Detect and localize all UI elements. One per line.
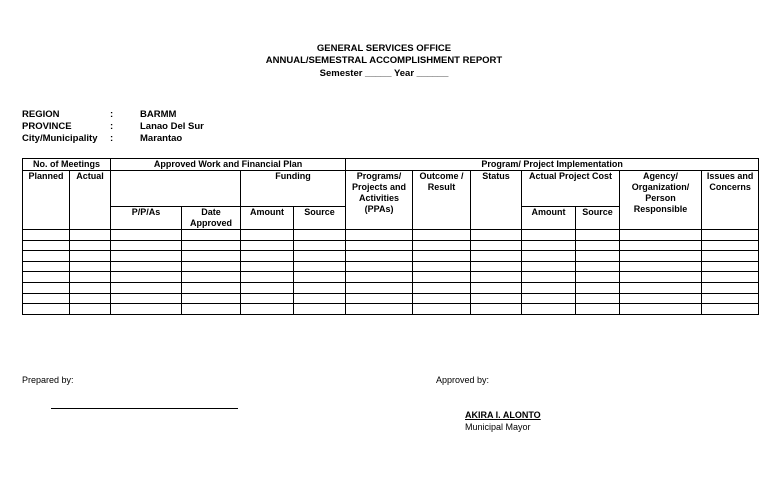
table-cell	[620, 251, 702, 262]
table-cell	[294, 282, 346, 293]
table-cell	[111, 293, 182, 304]
table-cell	[702, 240, 759, 251]
table-cell	[346, 261, 413, 272]
table-cell	[23, 304, 70, 315]
prepared-signature-line	[51, 408, 238, 409]
table-cell	[522, 240, 576, 251]
table-cell	[471, 230, 522, 241]
table-cell	[241, 293, 294, 304]
table-row	[23, 304, 759, 315]
table-cell	[346, 251, 413, 262]
table-cell	[522, 272, 576, 283]
table-cell	[620, 240, 702, 251]
table-cell	[70, 261, 111, 272]
table-cell	[620, 230, 702, 241]
info-value: BARMM	[140, 109, 177, 120]
table-cell	[294, 240, 346, 251]
table-cell	[576, 261, 620, 272]
col-planned: Planned	[23, 171, 70, 230]
table-cell	[702, 282, 759, 293]
table-cell	[413, 240, 471, 251]
table-cell	[702, 304, 759, 315]
table-cell	[346, 240, 413, 251]
table-cell	[522, 304, 576, 315]
table-cell	[182, 282, 241, 293]
table-cell	[23, 282, 70, 293]
group-meetings: No. of Meetings	[23, 159, 111, 171]
approved-by-label: Approved by:	[436, 375, 490, 385]
table-cell	[294, 230, 346, 241]
table-cell	[70, 230, 111, 241]
table-cell	[576, 282, 620, 293]
table-cell	[576, 293, 620, 304]
table-cell	[702, 261, 759, 272]
table-cell	[241, 282, 294, 293]
table-cell	[576, 240, 620, 251]
table-cell	[294, 272, 346, 283]
col-agency: Agency/ Organization/ Person Responsible	[620, 171, 702, 230]
table-cell	[522, 261, 576, 272]
col-funding-amount: Amount	[241, 207, 294, 230]
location-info	[22, 109, 204, 145]
table-cell	[576, 230, 620, 241]
col-actual-cost: Actual Project Cost	[522, 171, 620, 207]
table-cell	[413, 272, 471, 283]
table-cell	[522, 293, 576, 304]
table-cell	[23, 240, 70, 251]
table-cell	[413, 251, 471, 262]
info-label: REGION	[22, 109, 60, 120]
table-row	[23, 240, 759, 251]
info-value: Marantao	[140, 133, 183, 144]
table-cell	[111, 240, 182, 251]
table-cell	[702, 230, 759, 241]
table-cell	[241, 240, 294, 251]
table-row	[23, 272, 759, 283]
table-cell	[471, 293, 522, 304]
table-cell	[413, 304, 471, 315]
table-cell	[471, 240, 522, 251]
table-cell	[111, 251, 182, 262]
table-cell	[413, 230, 471, 241]
table-cell	[620, 272, 702, 283]
table-cell	[294, 261, 346, 272]
table-cell	[241, 304, 294, 315]
table-row	[23, 230, 759, 241]
table-cell	[576, 251, 620, 262]
info-municipality	[22, 133, 204, 145]
table-cell	[111, 272, 182, 283]
table-cell	[111, 261, 182, 272]
office-title: GENERAL SERVICES OFFICE	[316, 43, 452, 54]
col-funding: Funding	[241, 171, 346, 207]
table-cell	[111, 282, 182, 293]
table-cell	[346, 304, 413, 315]
prepared-by-label: Prepared by:	[22, 375, 74, 385]
table-cell	[620, 282, 702, 293]
col-status: Status	[471, 171, 522, 230]
table-cell	[413, 282, 471, 293]
table-cell	[471, 261, 522, 272]
table-cell	[70, 304, 111, 315]
table-cell	[70, 272, 111, 283]
table-cell	[620, 261, 702, 272]
table-cell	[346, 230, 413, 241]
table-cell	[182, 240, 241, 251]
col-ppas: Programs/ Projects and Activities (PPAs)	[346, 171, 413, 230]
table-cell	[23, 272, 70, 283]
table-cell	[70, 282, 111, 293]
table-cell	[241, 261, 294, 272]
table-cell	[346, 293, 413, 304]
table-cell	[70, 251, 111, 262]
table-cell	[522, 282, 576, 293]
info-separator: :	[110, 109, 114, 120]
table-cell	[182, 261, 241, 272]
table-cell	[23, 251, 70, 262]
table-cell	[413, 293, 471, 304]
table-cell	[70, 240, 111, 251]
table-cell	[23, 261, 70, 272]
report-title: ANNUAL/SEMESTRAL ACCOMPLISHMENT REPORT	[265, 55, 503, 66]
table-cell	[471, 251, 522, 262]
table-cell	[182, 251, 241, 262]
table-cell	[522, 230, 576, 241]
table-cell	[620, 293, 702, 304]
info-separator: :	[110, 121, 114, 132]
group-plan: Approved Work and Financial Plan	[111, 159, 346, 171]
table-cell	[471, 282, 522, 293]
table-cell	[294, 304, 346, 315]
table-cell	[576, 272, 620, 283]
table-cell	[23, 230, 70, 241]
table-cell	[346, 282, 413, 293]
period-line: Semester _____ Year ______	[319, 68, 449, 79]
table-cell	[576, 304, 620, 315]
col-funding-source: Source	[294, 207, 346, 230]
table-cell	[294, 293, 346, 304]
table-body	[23, 230, 759, 315]
col-cost-source: Source	[576, 207, 620, 230]
col-ppas-short: P/P/As	[111, 207, 182, 230]
table-cell	[182, 304, 241, 315]
accomplishment-table	[22, 158, 759, 315]
approver-name: AKIRA I. ALONTO	[465, 410, 541, 420]
table-cell	[702, 251, 759, 262]
table-cell	[471, 304, 522, 315]
table-cell	[23, 293, 70, 304]
info-region	[22, 109, 204, 121]
table-cell	[241, 230, 294, 241]
table-cell	[702, 272, 759, 283]
table-row	[23, 251, 759, 262]
col-actual: Actual	[70, 171, 111, 230]
info-label: City/Municipality	[22, 133, 98, 144]
plan-blank	[111, 171, 241, 207]
info-label: PROVINCE	[22, 121, 72, 132]
table-row	[23, 293, 759, 304]
table-cell	[522, 251, 576, 262]
table-cell	[182, 293, 241, 304]
table-cell	[241, 251, 294, 262]
table-cell	[702, 293, 759, 304]
info-separator: :	[110, 133, 114, 144]
approver-title: Municipal Mayor	[465, 422, 531, 432]
table-cell	[70, 293, 111, 304]
group-implementation: Program/ Project Implementation	[346, 159, 759, 171]
table-cell	[182, 272, 241, 283]
table-cell	[620, 304, 702, 315]
table-cell	[471, 272, 522, 283]
info-value: Lanao Del Sur	[140, 121, 204, 132]
col-date-approved: Date Approved	[182, 207, 241, 230]
table-cell	[294, 251, 346, 262]
info-province	[22, 121, 204, 133]
table-cell	[182, 230, 241, 241]
col-outcome: Outcome / Result	[413, 171, 471, 230]
table-cell	[413, 261, 471, 272]
table-cell	[111, 304, 182, 315]
table-cell	[346, 272, 413, 283]
table-cell	[111, 230, 182, 241]
col-cost-amount: Amount	[522, 207, 576, 230]
table-row	[23, 261, 759, 272]
table-cell	[241, 272, 294, 283]
col-issues: Issues and Concerns	[702, 171, 759, 230]
table-row	[23, 282, 759, 293]
